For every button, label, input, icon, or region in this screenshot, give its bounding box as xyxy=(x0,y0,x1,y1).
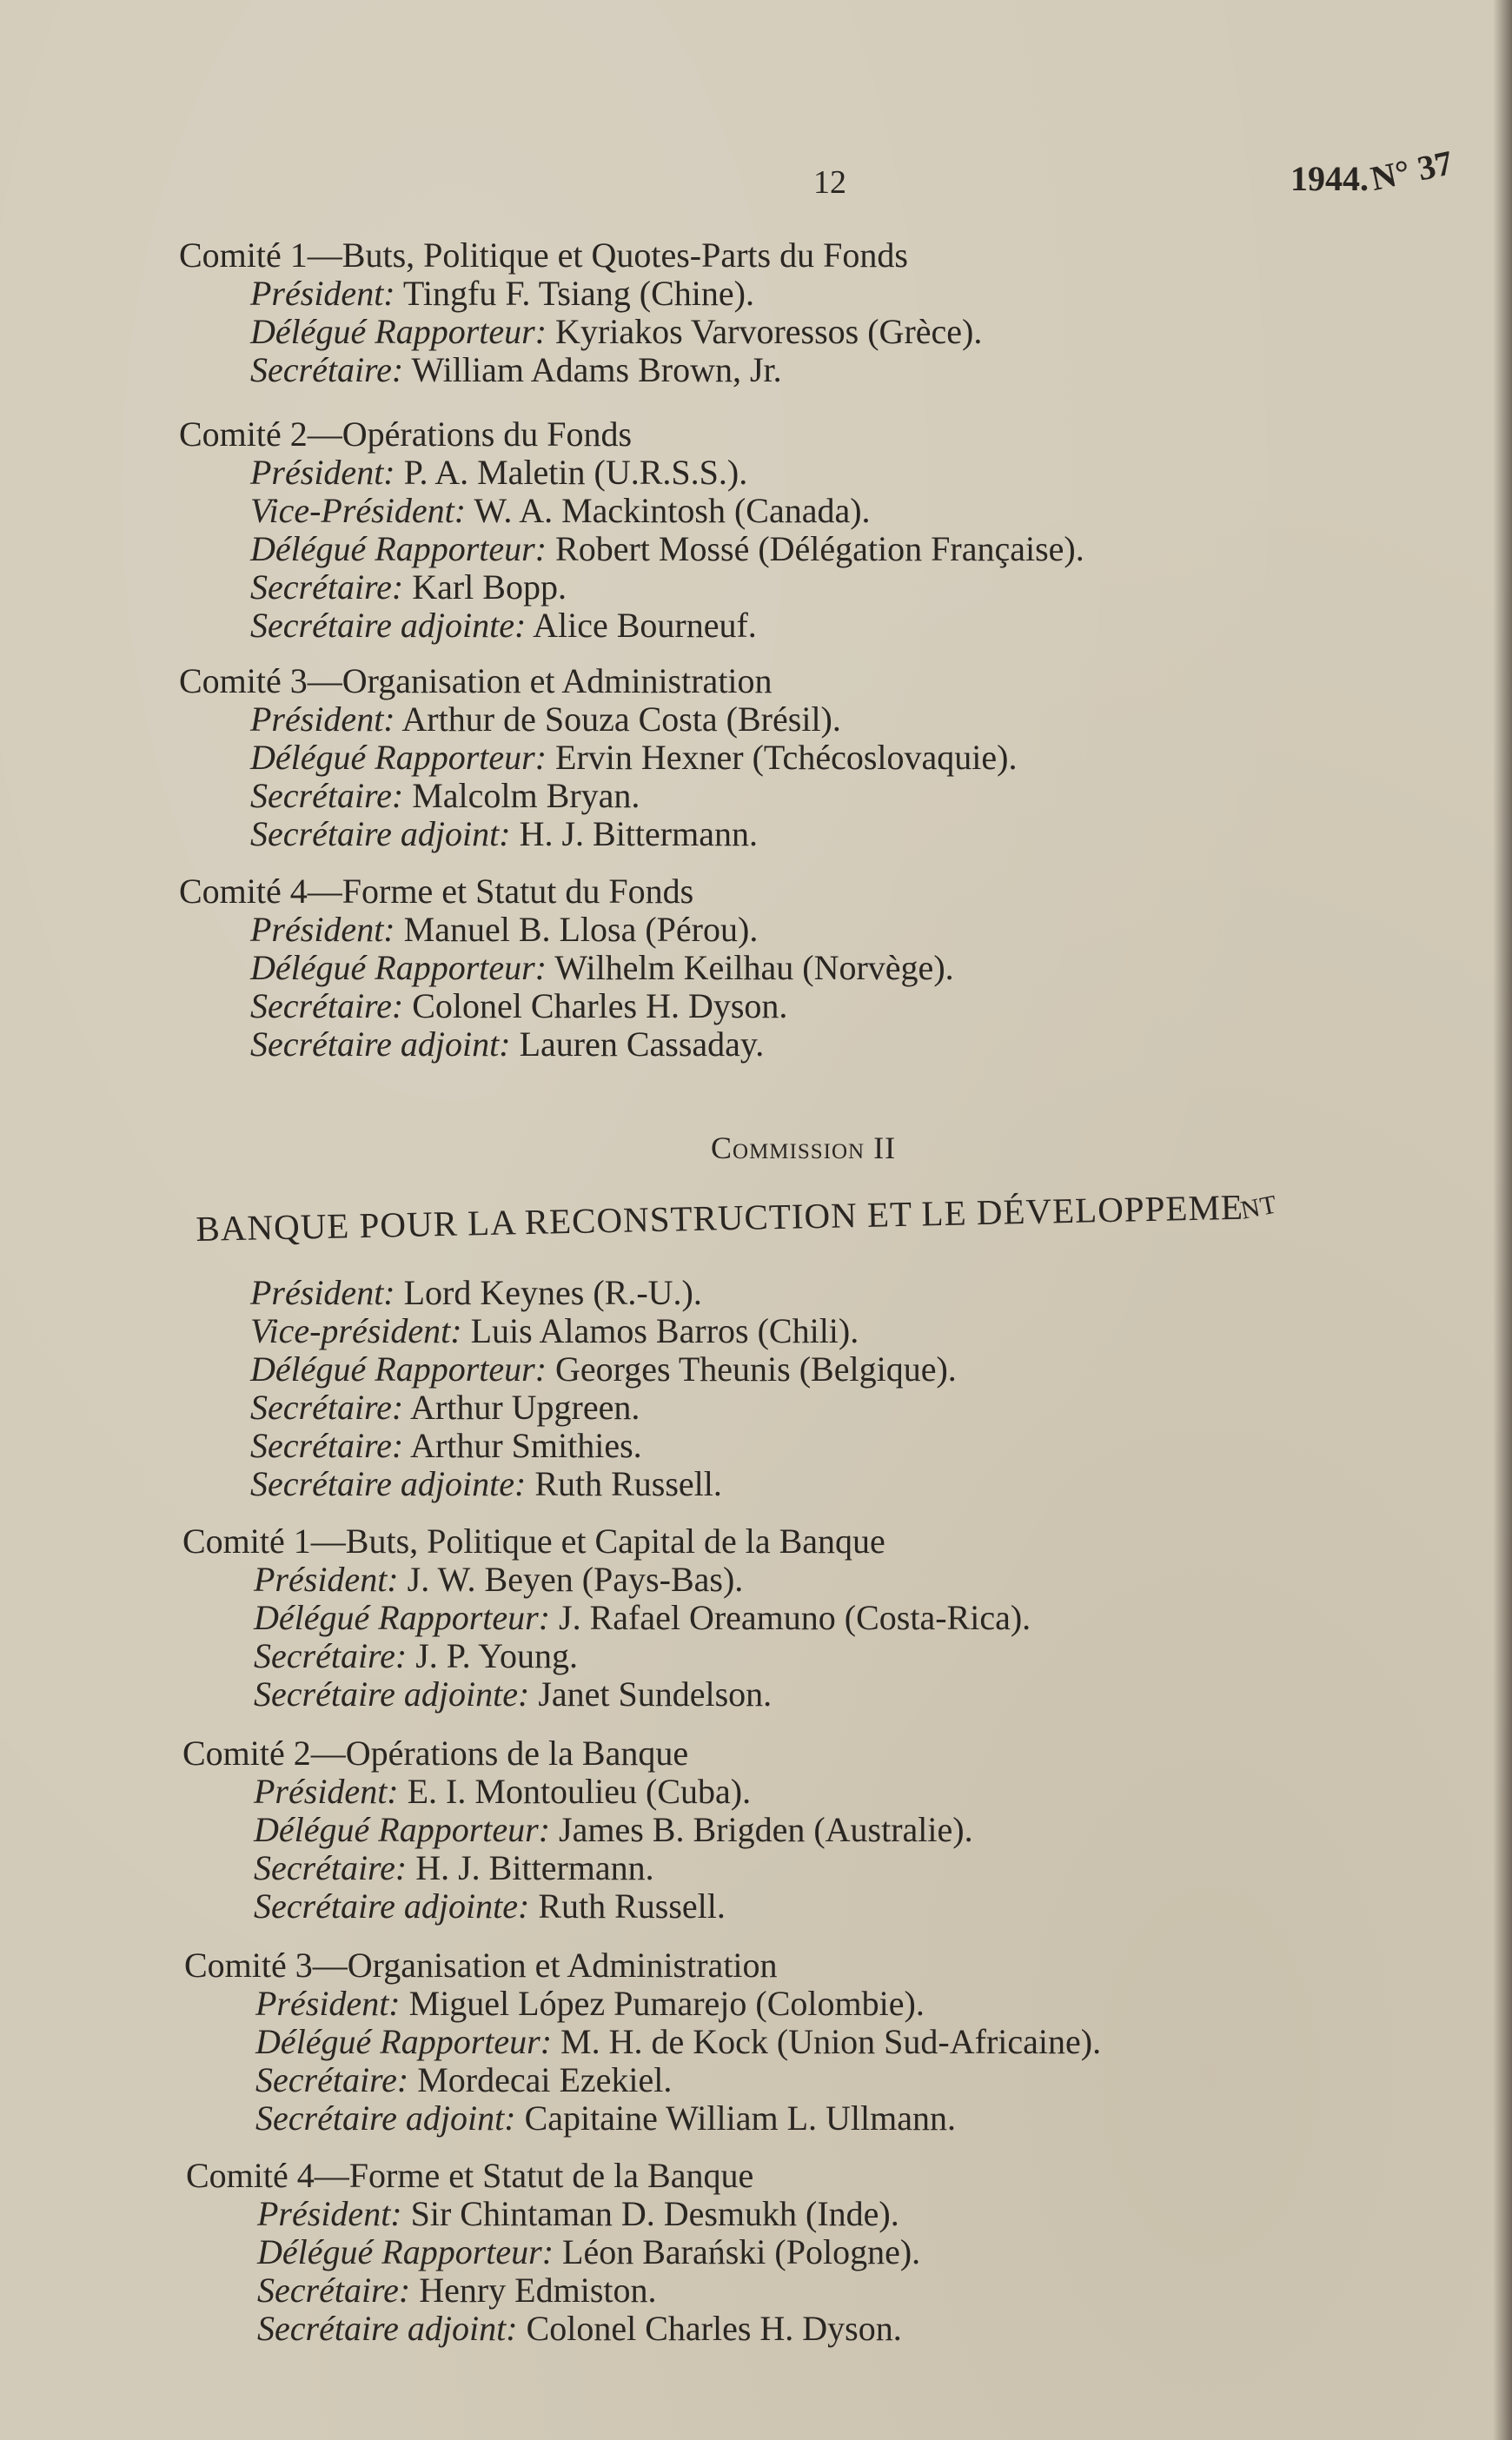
entry-role: Secrétaire adjointe: xyxy=(254,1674,530,1714)
committee-entry xyxy=(250,568,1430,607)
committee-block xyxy=(184,1946,1436,2138)
committee-entry xyxy=(250,607,1430,645)
committee-title: Comité 1—Buts, Politique et Quotes-Parts du Fonds xyxy=(179,235,908,275)
committee-entry xyxy=(254,1675,1434,1714)
entry-role: Président: xyxy=(250,1273,395,1312)
entry-role: Secrétaire adjoint: xyxy=(250,1024,511,1064)
entry-name: Henry Edmiston. xyxy=(419,2271,657,2310)
entry-role: Secrétaire adjoint: xyxy=(255,2099,516,2138)
entry-role: Secrétaire adjointe: xyxy=(250,606,527,645)
committee-entry xyxy=(250,454,1430,492)
officer-entry xyxy=(250,1312,1430,1350)
committee-block xyxy=(179,872,1430,1064)
entry-name: Lord Keynes (R.-U.). xyxy=(403,1273,702,1312)
committee-title: Comité 4—Forme et Statut du Fonds xyxy=(179,872,694,911)
officer-entry xyxy=(250,1465,1430,1503)
entry-name: Ruth Russell. xyxy=(538,1886,726,1926)
committee-title: Comité 3—Organisation et Administration xyxy=(184,1946,778,1985)
committee-entry xyxy=(254,1773,1434,1811)
entry-role: Président: xyxy=(255,1984,401,2023)
entry-name: E. I. Montoulieu (Cuba). xyxy=(407,1772,752,1811)
entry-name: H. J. Bittermann. xyxy=(519,814,758,853)
committee-title: Comité 3—Organisation et Administration xyxy=(179,661,773,700)
committee-entry xyxy=(255,2099,1436,2138)
committee-entry xyxy=(257,2310,1437,2348)
entry-name: J. W. Beyen (Pays-Bas). xyxy=(407,1560,744,1599)
entry-role: Secrétaire adjointe: xyxy=(254,1886,530,1926)
entry-name: Arthur Upgreen. xyxy=(410,1388,640,1427)
entry-name: Janet Sundelson. xyxy=(538,1674,773,1714)
entry-role: Délégué Rapporteur: xyxy=(250,312,547,351)
entry-name: Manuel B. Llosa (Pérou). xyxy=(403,910,759,949)
entry-name: William Adams Brown, Jr. xyxy=(411,350,782,389)
entry-name: H. J. Bittermann. xyxy=(415,1848,654,1887)
entry-role: Secrétaire adjointe: xyxy=(250,1464,527,1503)
entry-name: Miguel López Pumarejo (Colombie). xyxy=(408,1984,925,2023)
committee-entry xyxy=(257,2271,1437,2310)
committee-block xyxy=(179,662,1430,853)
entry-name: Malcolm Bryan. xyxy=(412,776,640,815)
entry-name: W. A. Mackintosh (Canada). xyxy=(474,491,871,530)
entry-name: Arthur de Souza Costa (Brésil). xyxy=(401,700,841,739)
journal-year: 1944. xyxy=(1290,159,1369,198)
commission-title xyxy=(196,1185,1280,1250)
committee-entry xyxy=(254,1811,1434,1849)
officer-entry xyxy=(250,1274,1430,1312)
entry-name: M. H. de Kock (Union Sud-Africaine). xyxy=(560,2022,1102,2061)
entry-name: Mordecai Ezekiel. xyxy=(417,2060,673,2099)
entry-role: Vice-président: xyxy=(250,1311,462,1350)
entry-name: Sir Chintaman D. Desmukh (Inde). xyxy=(410,2194,899,2233)
committee-entry xyxy=(250,700,1430,739)
entry-role: Secrétaire: xyxy=(255,2060,409,2099)
entry-name: Wilhelm Keilhau (Norvège). xyxy=(554,948,954,987)
entry-role: Président: xyxy=(250,910,395,949)
entry-name: J. Rafael Oreamuno (Costa-Rica). xyxy=(559,1598,1031,1637)
page-edge-shadow xyxy=(1493,0,1512,2440)
committee-entry xyxy=(254,1561,1434,1599)
committee-entry xyxy=(250,492,1430,530)
entry-role: Président: xyxy=(250,274,395,313)
commission-title-main: BANQUE POUR LA RECONSTRUCTION ET LE DÉVELOPPEME xyxy=(196,1186,1244,1250)
committee-entry xyxy=(250,530,1430,568)
committee-block xyxy=(182,1734,1434,1926)
entry-name: Karl Bopp. xyxy=(412,567,567,607)
entry-name: Lauren Cassaday. xyxy=(519,1024,765,1064)
officer-entry xyxy=(250,1389,1430,1427)
officer-entry xyxy=(250,1350,1430,1389)
entry-role: Secrétaire: xyxy=(250,1388,404,1427)
committee-entry xyxy=(255,2023,1436,2061)
entry-name: Léon Barański (Pologne). xyxy=(562,2232,921,2271)
entry-role: Secrétaire adjoint: xyxy=(250,814,511,853)
committee-entry xyxy=(255,1985,1436,2023)
entry-role: Secrétaire: xyxy=(250,350,404,389)
entry-name: Luis Alamos Barros (Chili). xyxy=(470,1311,859,1350)
committee-entry xyxy=(254,1887,1434,1926)
committee-title: Comité 1—Buts, Politique et Capital de la Banque xyxy=(182,1522,885,1561)
committee-block xyxy=(179,236,1430,389)
committee-entry xyxy=(254,1849,1434,1887)
entry-role: Délégué Rapporteur: xyxy=(254,1810,551,1849)
entry-role: Secrétaire: xyxy=(250,567,404,607)
officer-entry xyxy=(250,1427,1430,1465)
committee-block xyxy=(179,415,1430,645)
committee-entry xyxy=(250,739,1430,777)
committee-entry xyxy=(250,351,1430,389)
journal-issue-number: N° 37 xyxy=(1367,143,1456,199)
committee-entry xyxy=(255,2061,1436,2099)
entry-name: Georges Theunis (Belgique). xyxy=(555,1349,957,1389)
entry-name: Alice Bourneuf. xyxy=(533,606,757,645)
committee-entry xyxy=(250,313,1430,351)
commission-officers xyxy=(179,1274,1430,1503)
entry-name: Robert Mossé (Délégation Française). xyxy=(555,529,1084,568)
entry-role: Président: xyxy=(254,1772,399,1811)
committee-entry xyxy=(254,1637,1434,1675)
entry-role: Secrétaire: xyxy=(250,1426,404,1465)
entry-name: Arthur Smithies. xyxy=(410,1426,642,1465)
committee-entry xyxy=(257,2195,1437,2233)
committee-entry xyxy=(257,2233,1437,2271)
commission-label: Commission II xyxy=(711,1130,897,1165)
committee-entry xyxy=(250,911,1430,949)
entry-role: Délégué Rapporteur: xyxy=(257,2232,554,2271)
committee-entry xyxy=(250,1025,1430,1064)
committee-entry xyxy=(250,815,1430,853)
entry-name: Tingfu F. Tsiang (Chine). xyxy=(402,274,754,313)
entry-name: J. P. Young. xyxy=(415,1636,578,1675)
page-number: 12 xyxy=(813,164,846,201)
entry-role: Secrétaire: xyxy=(257,2271,411,2310)
entry-name: Colonel Charles H. Dyson. xyxy=(526,2309,902,2348)
committee-entry xyxy=(250,987,1430,1025)
committee-title: Comité 4—Forme et Statut de la Banque xyxy=(186,2156,754,2195)
committee-entry xyxy=(254,1599,1434,1637)
entry-role: Délégué Rapporteur: xyxy=(250,529,547,568)
committee-title: Comité 2—Opérations de la Banque xyxy=(182,1734,689,1773)
entry-name: James B. Brigden (Australie). xyxy=(559,1810,973,1849)
entry-name: Capitaine William L. Ullmann. xyxy=(524,2099,957,2138)
entry-role: Vice-Président: xyxy=(250,491,467,530)
entry-role: Président: xyxy=(257,2194,402,2233)
entry-role: Secrétaire: xyxy=(250,986,404,1025)
entry-name: Kyriakos Varvoressos (Grèce). xyxy=(555,312,983,351)
entry-role: Délégué Rapporteur: xyxy=(255,2022,553,2061)
commission-title-tail: NT xyxy=(1237,1190,1280,1225)
committee-entry xyxy=(250,777,1430,815)
entry-role: Délégué Rapporteur: xyxy=(250,1349,547,1389)
entry-role: Secrétaire: xyxy=(254,1848,408,1887)
entry-role: Président: xyxy=(254,1560,399,1599)
entry-name: Ruth Russell. xyxy=(534,1464,722,1503)
journal-reference xyxy=(1290,143,1458,199)
committee-title: Comité 2—Opérations du Fonds xyxy=(179,414,633,454)
committee-entry xyxy=(250,949,1430,987)
entry-role: Délégué Rapporteur: xyxy=(250,948,547,987)
committee-block xyxy=(186,2157,1437,2348)
entry-name: Colonel Charles H. Dyson. xyxy=(412,986,788,1025)
entry-role: Secrétaire adjoint: xyxy=(257,2309,518,2348)
committee-entry xyxy=(250,275,1430,313)
entry-role: Secrétaire: xyxy=(254,1636,408,1675)
entry-name: P. A. Maletin (U.R.S.S.). xyxy=(403,453,748,492)
committee-block xyxy=(182,1522,1434,1714)
entry-role: Secrétaire: xyxy=(250,776,404,815)
entry-role: Président: xyxy=(250,453,395,492)
entry-role: Délégué Rapporteur: xyxy=(250,738,547,777)
entry-role: Délégué Rapporteur: xyxy=(254,1598,551,1637)
entry-name: Ervin Hexner (Tchécoslovaquie). xyxy=(555,738,1018,777)
entry-role: Président: xyxy=(250,700,395,739)
